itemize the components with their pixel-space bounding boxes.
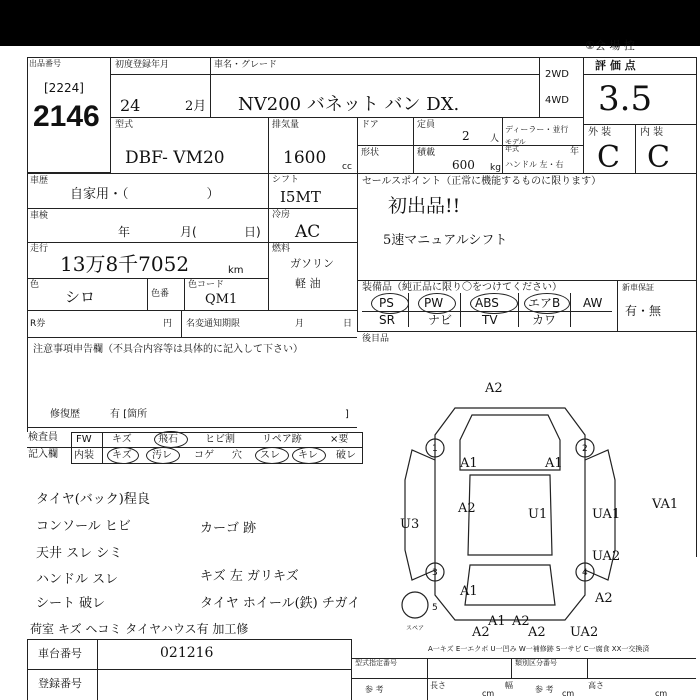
sales-point-label: セールスポイント（正常に機能するものに限ります）	[362, 176, 602, 187]
inspection-expiry-label: 車検	[30, 211, 49, 221]
warranty-value: 有・無	[625, 304, 662, 318]
inspection-copy-label: ①会 場 控	[585, 39, 635, 52]
fuel-label: 燃料	[272, 244, 291, 254]
mark-rear-4: A1	[488, 614, 506, 629]
sales-point-line2: 5速マニュアルシフト	[383, 233, 508, 248]
equip-abs: ABS	[475, 296, 499, 310]
equip-pw: PW	[424, 296, 444, 310]
body-shape-label: 形状	[361, 148, 380, 158]
mark-right-rear: UA2	[592, 549, 621, 564]
mark-right-side: VA1	[652, 497, 679, 512]
row1-scratch: キズ	[112, 434, 132, 445]
displacement-label: 排気量	[272, 120, 300, 130]
displacement-value: 1600	[283, 148, 327, 168]
lot-label: 出品番号	[29, 59, 61, 68]
handle-label: ハンドル 左・右	[505, 160, 564, 169]
row2-dirt: 汚レ	[152, 450, 172, 461]
drive-4wd: 4WD	[545, 95, 569, 106]
remark-6: 荷室 キズ ヘコミ タイヤハウス有 加工修	[30, 622, 249, 636]
mark-right-door: UA1	[592, 507, 621, 522]
ref-label-2: 参 考	[535, 685, 554, 694]
doors-label: ドア	[361, 120, 379, 130]
mark-left-side: U3	[400, 517, 420, 532]
car-name-label: 車名・グレード	[214, 60, 278, 70]
model-year-unit: 年	[570, 147, 580, 157]
fuel-value2: 軽 油	[295, 277, 321, 290]
notes-label: 注意事項申告欄（不具合内容等は具体的に記入して下さい）	[33, 344, 303, 355]
wheel-5-number: 5	[432, 603, 438, 613]
lot-number: 2146	[33, 100, 100, 133]
sales-point-line1: 初出品!!	[388, 195, 461, 217]
wheel-4-number: 4	[582, 568, 588, 578]
row2-burn: コゲ	[194, 450, 214, 461]
remark-right-1: カーゴ 跡	[200, 521, 257, 536]
spare-label: スペア	[406, 625, 425, 632]
row1-crack: ヒビ割	[205, 434, 235, 445]
remark-3: 天井 スレ シミ	[36, 546, 123, 561]
equip-aw: AW	[583, 296, 603, 310]
dealer-label: ディーラー・並行	[505, 125, 569, 134]
repair-label: 修復歴	[50, 409, 80, 420]
height-unit: cm	[655, 689, 668, 698]
mark-rl: A1	[460, 584, 478, 599]
score-label: 評 価 点	[595, 59, 636, 72]
mileage-value: 13万8千7052	[60, 252, 190, 276]
repair-value: 有 [箇所	[110, 409, 148, 420]
ac-value: AC	[295, 222, 321, 242]
usage-label: 車歴	[30, 176, 49, 186]
width-unit: cm	[562, 689, 575, 698]
first-reg-label: 初度登録年月	[115, 60, 170, 70]
capacity-value: 2	[462, 129, 470, 143]
fuel-value1: ガソリン	[290, 257, 334, 270]
mark-rear-3: A2	[528, 625, 546, 640]
row2-rub: スレ	[260, 450, 280, 461]
car-number-label: 車台番号	[38, 647, 82, 660]
score-value: 3.5	[598, 79, 653, 119]
car-name-value: NV200 バネット バン DX.	[238, 94, 460, 115]
length-label: 長さ	[430, 681, 446, 690]
equip-ps: PS	[379, 296, 394, 310]
mark-rr: A2	[595, 591, 613, 606]
inspector-label: 検査員	[28, 432, 58, 443]
color-code-value: QM1	[205, 292, 238, 307]
shift-label: シフト	[272, 175, 300, 185]
color-label: 色	[30, 280, 40, 290]
mark-roof: U1	[528, 507, 548, 522]
wheel-3-number: 3	[432, 568, 438, 578]
row2-hole: 穴	[232, 450, 242, 461]
equip-tv: TV	[482, 313, 498, 327]
remark-4: ハンドル スレ	[36, 572, 119, 587]
equip-airbag: エアB	[528, 296, 561, 310]
color-no-label: 色番	[151, 289, 170, 299]
mileage-label: 走行	[30, 244, 49, 254]
model-year-label: モデル 年式	[505, 138, 526, 153]
height-label: 高さ	[588, 681, 604, 690]
recycle-label: R券	[30, 319, 46, 329]
width-label: 幅	[505, 681, 513, 690]
vehicle-damage-diagram	[360, 380, 696, 640]
row1-need: ×要	[330, 434, 349, 445]
mark-front: A2	[485, 381, 503, 396]
row1-repair: リペア跡	[262, 434, 302, 445]
interior-value: C	[647, 140, 670, 175]
exterior-value: C	[597, 140, 620, 175]
entry-label: 記入欄	[28, 449, 58, 460]
row2-scratch: キズ	[112, 450, 132, 461]
inspector-fw: FW	[76, 434, 92, 445]
remark-right-2: キズ 左 ガリキズ	[200, 569, 299, 584]
mark-fr: A1	[545, 456, 563, 471]
inspector-inner: 内装	[74, 450, 94, 461]
interior-label: 内 装	[640, 127, 664, 138]
capacity-label: 定員	[417, 120, 436, 130]
color-value: シロ	[65, 288, 96, 306]
name-change-label: 名変通知期限	[186, 319, 241, 329]
name-change-day: 日	[343, 319, 353, 329]
model-label: 型式	[115, 120, 134, 130]
load-value: 600	[452, 158, 475, 172]
capacity-unit: 人	[490, 134, 500, 144]
remark-1: タイヤ(バック)程良	[36, 492, 150, 507]
mark-left-door: A2	[458, 501, 476, 516]
wheel-2-number: 2	[582, 444, 588, 454]
row1-stone: 飛石	[158, 434, 178, 445]
lot-sub-number: [2224]	[44, 81, 84, 95]
equip-sr: SR	[379, 313, 395, 327]
equip-navi: ナビ	[428, 313, 453, 327]
name-change-month: 月	[295, 319, 305, 329]
remark-2: コンソール ヒビ	[36, 519, 131, 534]
first-reg-year: 24	[120, 96, 141, 115]
row2-cut: キレ	[298, 450, 318, 461]
ac-label: 冷房	[272, 210, 291, 220]
usage-value: 自家用・（ ）	[70, 187, 220, 202]
repair-end: ]	[345, 409, 349, 420]
row2-tear: 破レ	[336, 450, 356, 461]
load-unit: kg	[490, 163, 501, 173]
car-number-value: 021216	[160, 645, 214, 661]
remark-5: シート 破レ	[36, 596, 106, 611]
inspection-expiry-day: 日)	[244, 225, 261, 239]
load-label: 積載	[417, 148, 436, 158]
mark-rear-1: A2	[472, 625, 490, 640]
remark-right-3: タイヤ ホイール(鉄) チガイ	[200, 596, 361, 611]
color-code-label: 色コード	[188, 280, 225, 290]
inspection-expiry-month: 月(	[180, 225, 197, 239]
mileage-unit: km	[228, 265, 244, 276]
inspection-expiry-year: 年	[118, 225, 131, 239]
mark-rear-2: UA2	[570, 625, 599, 640]
back-seat-label: 後目品	[362, 334, 390, 344]
length-unit: cm	[482, 689, 495, 698]
category-label: 類別区分番号	[515, 659, 557, 667]
shift-value: I5MT	[280, 188, 321, 206]
mark-rear-5: A2	[512, 614, 530, 629]
wheel-1-number: 1	[432, 444, 438, 454]
exterior-label: 外 装	[588, 127, 612, 138]
equipment-label: 装備品（純正品に限り〇をつけてください）	[362, 282, 562, 293]
first-reg-month: 2月	[185, 99, 207, 114]
equip-leather: カワ	[532, 313, 557, 327]
recycle-unit: 円	[163, 319, 173, 329]
warranty-label: 新車保証	[622, 283, 654, 292]
mark-fl: A1	[460, 456, 478, 471]
displacement-unit: cc	[342, 162, 352, 172]
type-number-label: 型式指定番号	[355, 659, 397, 667]
drive-2wd: 2WD	[545, 69, 569, 80]
ref-label-1: 参 考	[365, 685, 384, 694]
registration-label: 登録番号	[38, 677, 82, 690]
diagram-legend: A一キズ E一エクボ U一凹み W一補修跡 S一サビ C一腐食 XX一交換済	[428, 645, 650, 653]
model-value: DBF- VM20	[125, 148, 225, 168]
